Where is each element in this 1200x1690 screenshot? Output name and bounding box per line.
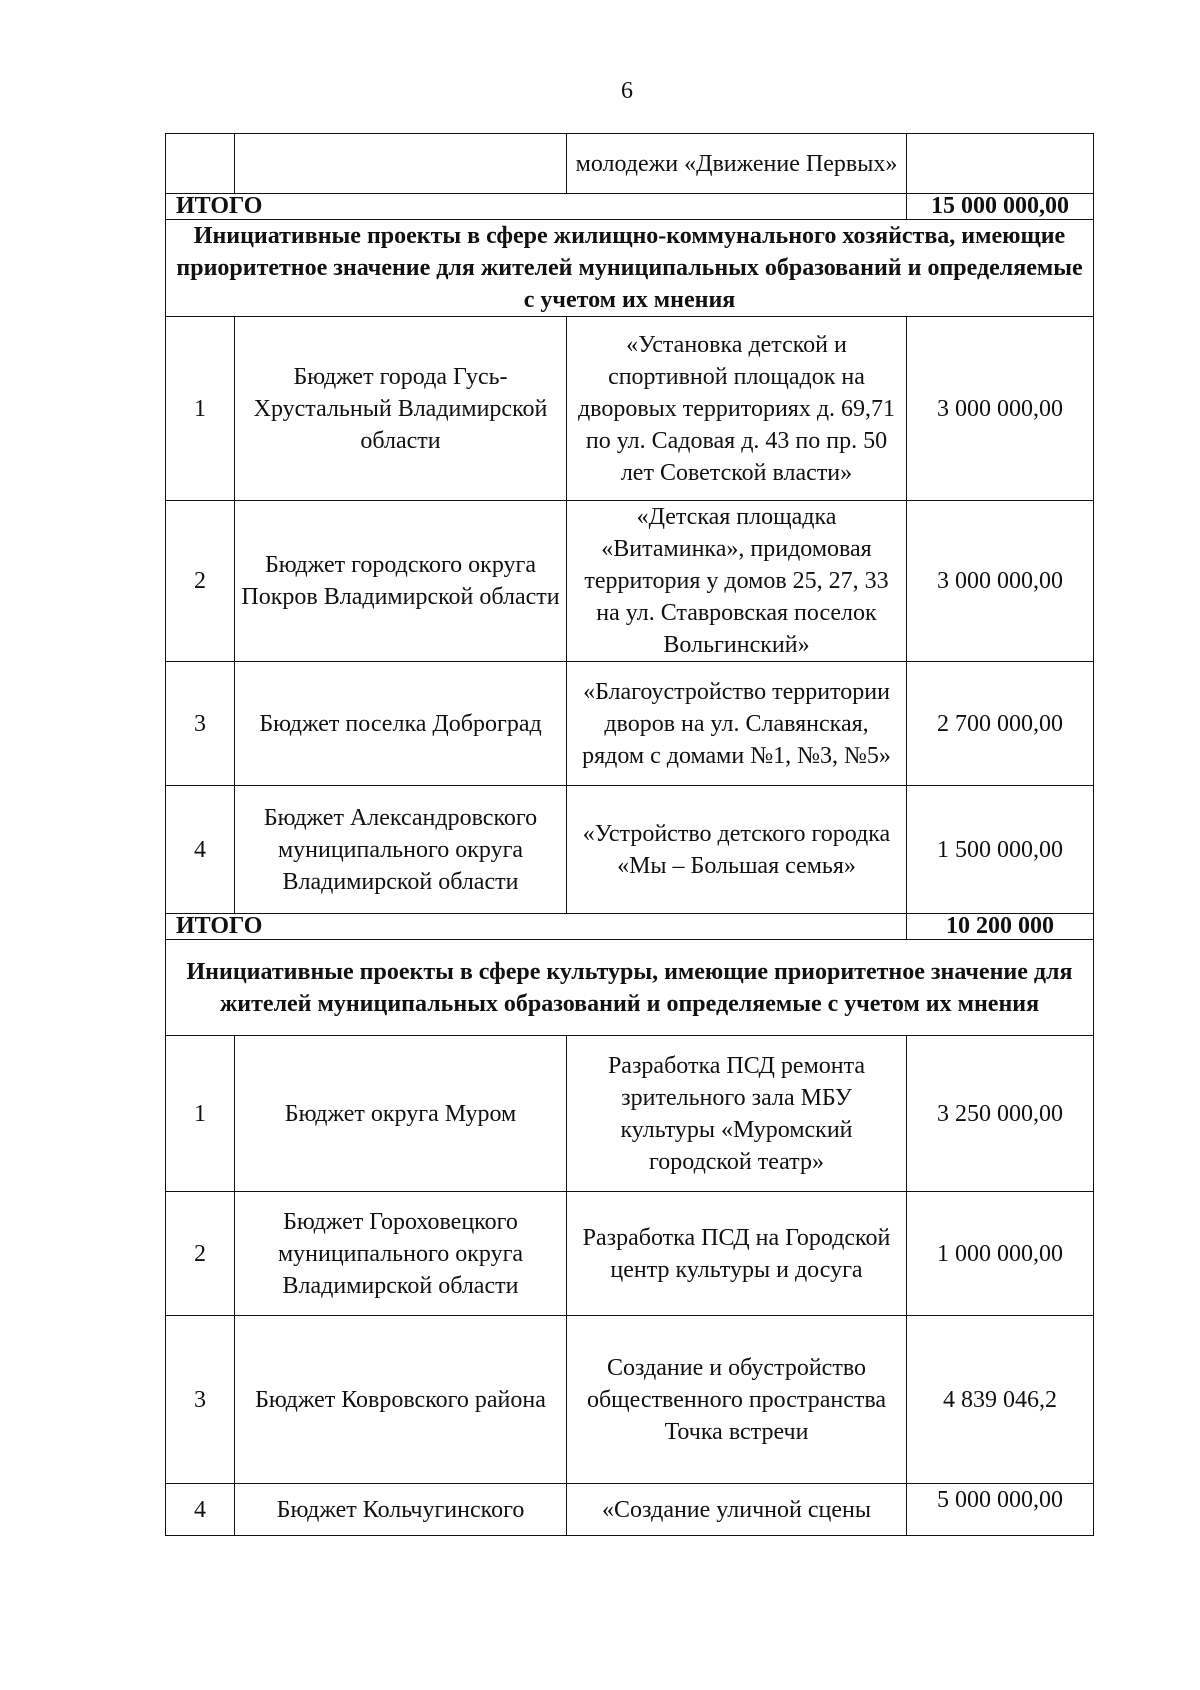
table-row xyxy=(166,1316,1094,1484)
budget-cell: Бюджет округа Муром xyxy=(235,1036,567,1192)
table-row xyxy=(166,317,1094,501)
total-row xyxy=(166,914,1094,940)
budget-cell xyxy=(235,134,567,194)
table-row xyxy=(166,1192,1094,1316)
projects-table xyxy=(165,133,1094,1536)
project-cell: «Детская площадка «Витаминка», придомовая территория у домов 25, 27, 33 на ул. Ставровская поселок Вольгинский» xyxy=(567,501,907,662)
budget-cell: Бюджет Александровского муниципального округа Владимирской области xyxy=(235,786,567,914)
row-number-cell: 4 xyxy=(166,786,235,914)
project-cell: Создание и обустройство общественного пространства Точка встречи xyxy=(567,1316,907,1484)
row-number-cell xyxy=(166,134,235,194)
amount-cell: 1 000 000,00 xyxy=(907,1192,1094,1316)
total-label: ИТОГО xyxy=(166,914,907,940)
amount-cell: 3 250 000,00 xyxy=(907,1036,1094,1192)
project-cell: «Благоустройство территории дворов на ул. Славянская, рядом с домами №1, №3, №5» xyxy=(567,662,907,786)
total-row xyxy=(166,194,1094,220)
row-number-cell: 1 xyxy=(166,1036,235,1192)
amount-cell: 2 700 000,00 xyxy=(907,662,1094,786)
amount-cell: 3 000 000,00 xyxy=(907,317,1094,501)
table-row xyxy=(166,786,1094,914)
budget-cell: Бюджет городского округа Покров Владимирской области xyxy=(235,501,567,662)
table-row xyxy=(166,501,1094,662)
budget-cell: Бюджет Кольчугинского xyxy=(235,1484,567,1536)
row-number-cell: 3 xyxy=(166,662,235,786)
total-amount: 15 000 000,00 xyxy=(907,194,1094,220)
table-row xyxy=(166,662,1094,786)
amount-cell: 5 000 000,00 xyxy=(907,1484,1094,1536)
budget-cell: Бюджет Гороховецкого муниципального округа Владимирской области xyxy=(235,1192,567,1316)
project-cell: «Устройство детского городка «Мы – Большая семья» xyxy=(567,786,907,914)
row-number-cell: 1 xyxy=(166,317,235,501)
amount-cell xyxy=(907,134,1094,194)
amount-cell: 3 000 000,00 xyxy=(907,501,1094,662)
row-number-cell: 2 xyxy=(166,1192,235,1316)
table-row xyxy=(166,1484,1094,1536)
section-header-row xyxy=(166,220,1094,317)
page-number: 6 xyxy=(621,78,633,104)
total-label: ИТОГО xyxy=(166,194,907,220)
section-header-row xyxy=(166,940,1094,1036)
project-cell: Разработка ПСД ремонта зрительного зала МБУ культуры «Муромский городской театр» xyxy=(567,1036,907,1192)
table-row xyxy=(166,1036,1094,1192)
section-title-housing: Инициативные проекты в сфере жилищно-коммунального хозяйства, имеющие приоритетное значение для жителей муниципальных образований и определяемые с учетом их мнения xyxy=(166,220,1094,317)
section-title-culture: Инициативные проекты в сфере культуры, имеющие приоритетное значение для жителей муниципальных образований и определяемые с учетом их мнения xyxy=(166,940,1094,1036)
amount-cell: 4 839 046,2 xyxy=(907,1316,1094,1484)
budget-cell: Бюджет поселка Доброград xyxy=(235,662,567,786)
project-cell: Разработка ПСД на Городской центр культуры и досуга xyxy=(567,1192,907,1316)
row-number-cell: 3 xyxy=(166,1316,235,1484)
total-amount: 10 200 000 xyxy=(907,914,1094,940)
amount-cell: 1 500 000,00 xyxy=(907,786,1094,914)
row-number-cell: 2 xyxy=(166,501,235,662)
project-cell: молодежи «Движение Первых» xyxy=(567,134,907,194)
budget-cell: Бюджет Ковровского района xyxy=(235,1316,567,1484)
project-cell: «Установка детской и спортивной площадок на дворовых территориях д. 69,71 по ул. Садовая д. 43 по пр. 50 лет Советской власти» xyxy=(567,317,907,501)
budget-cell: Бюджет города Гусь-Хрустальный Владимирской области xyxy=(235,317,567,501)
project-cell: «Создание уличной сцены xyxy=(567,1484,907,1536)
table-row xyxy=(166,134,1094,194)
row-number-cell: 4 xyxy=(166,1484,235,1536)
